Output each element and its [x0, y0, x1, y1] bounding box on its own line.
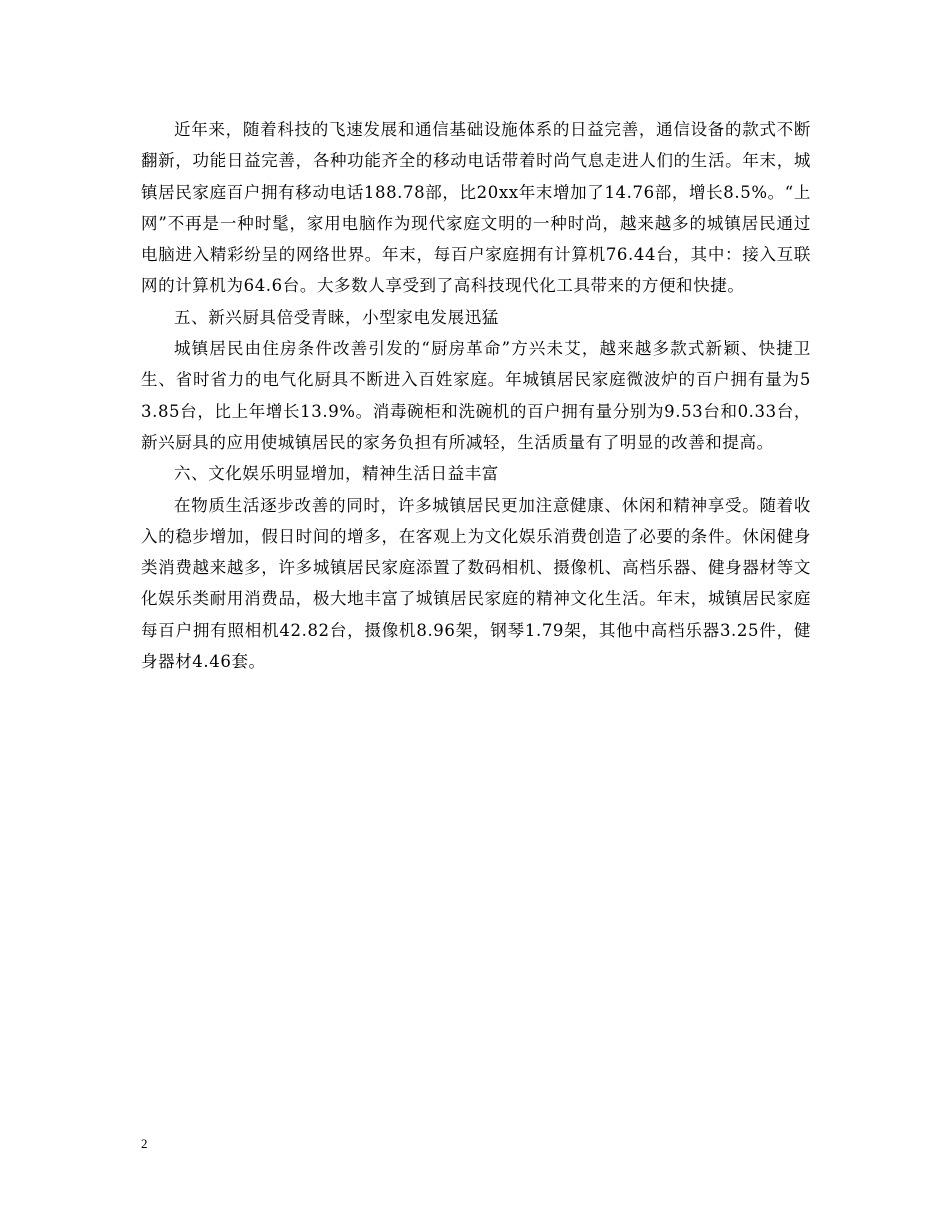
section-heading-kitchen: 五、新兴厨具倍受青睐，小型家电发展迅猛 [174, 307, 499, 327]
page-number: 2 [141, 1136, 148, 1151]
paragraph-mobile-computers: 近年来，随着科技的飞速发展和通信基础设施体系的日益完善，通信设备的款式不断翻新，功能日益完善，各种功能齐全的移动电话带着时尚气息走进人们的生活。年末，城镇居民家庭百户拥有移动电话188.78部，比20xx年末增加了14.76部，增长8.5%。“上网”不再是一种时髦，家用电脑作为现代家庭文明的一种时尚，越来越多的城镇居民通过电脑进入精彩纷呈的网络世界。年末，每百户家庭拥有计算机76.44台，其中：接入互联网的计算机为64.6台。大多数人享受到了高科技现代化工具带来的方便和快捷。 [141, 120, 811, 296]
section-heading-culture: 六、文化娱乐明显增加，精神生活日益丰富 [174, 464, 499, 484]
paragraph-kitchen-appliances: 城镇居民由住房条件改善引发的“厨房革命”方兴未艾，越来越多款式新颖、快捷卫生、省时省力的电气化厨具不断进入百姓家庭。年城镇居民家庭微波炉的百户拥有量为53.85台，比上年增长13.9%。消毒碗柜和洗碗机的百户拥有量分别为9.53台和0.33台，新兴厨具的应用使城镇居民的家务负担有所减轻，生活质量有了明显的改善和提高。 [141, 339, 811, 452]
body-text [141, 114, 811, 677]
paragraph-culture-entertainment: 在物质生活逐步改善的同时，许多城镇居民更加注意健康、休闲和精神享受。随着收入的稳步增加，假日时间的增多，在客观上为文化娱乐消费创造了必要的条件。休闲健身类消费越来越多，许多城镇居民家庭添置了数码相机、摄像机、高档乐器、健身器材等文化娱乐类耐用消费品，极大地丰富了城镇居民家庭的精神文化生活。年末，城镇居民家庭每百户拥有照相机42.82台，摄像机8.96架，钢琴1.79架，其他中高档乐器3.25件，健身器材4.46套。 [141, 495, 811, 672]
